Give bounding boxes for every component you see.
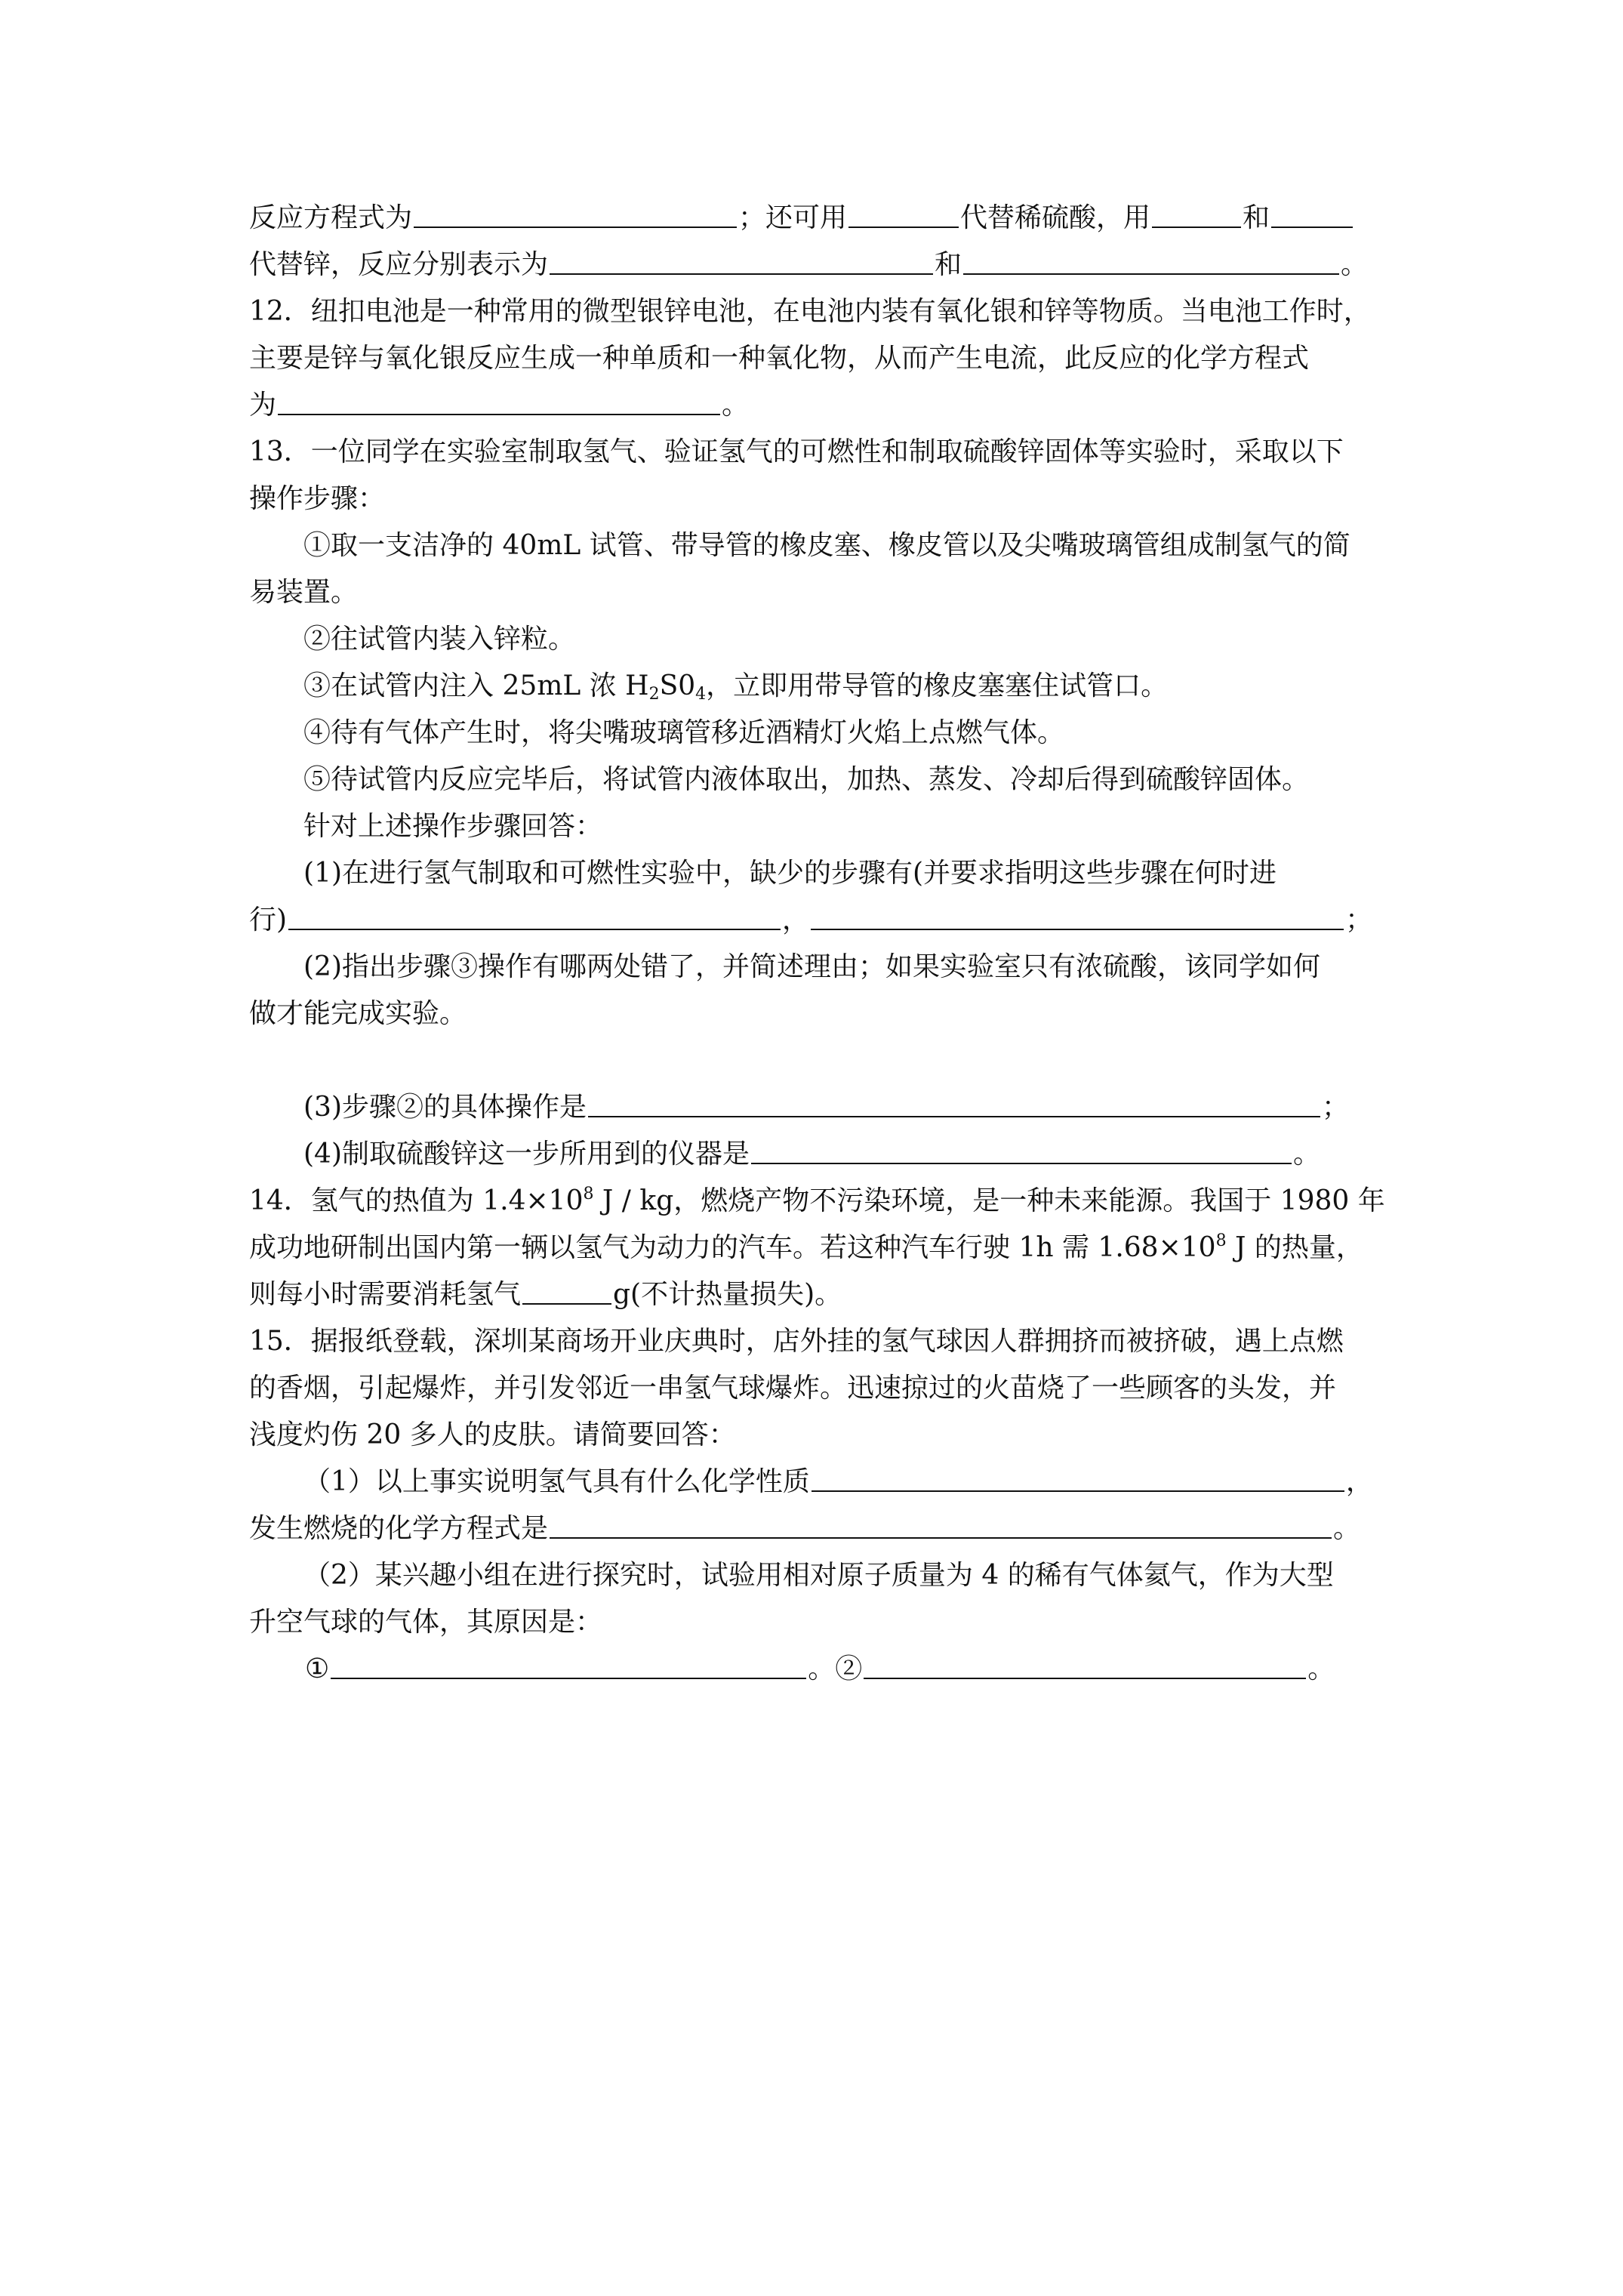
q13-part-4 [249, 1131, 1397, 1178]
q15-line-2: 的香烟，引起爆炸，并引发邻近一串氢气球爆炸。迅速掠过的火苗烧了一些顾客的头发，并 [249, 1373, 1337, 1404]
q13-line-2: 操作步骤： [249, 483, 386, 514]
answer-blank[interactable] [812, 1490, 1344, 1492]
q13-step-1-cont: 易装置。 [249, 577, 359, 608]
q11-text: 代替锌，反应分别表示为 [249, 249, 549, 280]
q14-text: J 的热量， [1226, 1232, 1363, 1263]
q14-text: 则每小时需要消耗氢气 [249, 1279, 522, 1310]
answer-blank[interactable] [288, 928, 781, 930]
answer-blank[interactable] [864, 1677, 1306, 1679]
q11-text: 代替稀硫酸，用 [960, 202, 1151, 233]
q11-text: 和 [1243, 202, 1270, 233]
q14-text: g(不计热量损失)。 [613, 1279, 842, 1310]
q13-text: ③在试管内注入 25mL 浓 H [303, 670, 649, 701]
q13-text: ， [782, 905, 810, 935]
q13-text: (4)制取硫酸锌这一步所用到的仪器是 [303, 1139, 750, 1170]
q13-text: ； [1345, 905, 1373, 935]
q15-part-2-cont: 升空气球的气体，其原因是： [249, 1607, 603, 1638]
q11-text: 反应方程式为 [249, 202, 413, 233]
q13-text: S0 [659, 670, 696, 701]
exam-page [249, 195, 1397, 1693]
q13-text: ； [1322, 1092, 1350, 1123]
q15-text: ① [305, 1653, 330, 1684]
answer-blank[interactable] [278, 413, 720, 415]
q13-step-4: ④待有气体产生时，将尖嘴玻璃管移近酒精灯火焰上点燃气体。 [303, 717, 1065, 748]
q13-line-1: 13．一位同学在实验室制取氢气、验证氢气的可燃性和制取硫酸锌固体等实验时，采取以下 [249, 436, 1344, 467]
q15-text: 。 [1333, 1513, 1361, 1544]
q13-part-1-cont [249, 897, 1397, 944]
q12-line-3 [249, 382, 1397, 429]
q14-text: 成功地研制出国内第一辆以氢气为动力的汽车。若这种汽车行驶 1h 需 1.68×10 [249, 1232, 1216, 1263]
q13-step-3 [249, 663, 1397, 710]
answer-blank[interactable] [848, 226, 959, 228]
q15-part-2: （2）某兴趣小组在进行探究时，试验用相对原子质量为 4 的稀有气体氦气，作为大型 [303, 1560, 1334, 1591]
answer-blank[interactable] [751, 1162, 1292, 1164]
q13-step-5: ⑤待试管内反应完毕后，将试管内液体取出，加热、蒸发、冷却后得到硫酸锌固体。 [303, 764, 1310, 795]
q15-line-3: 浅度灼伤 20 多人的皮肤。请简要回答： [249, 1419, 736, 1450]
q11-text: ；还可用 [738, 202, 848, 233]
answer-blank[interactable] [811, 928, 1344, 930]
q14-line-2 [249, 1225, 1397, 1271]
q15-part-1 [249, 1459, 1397, 1505]
q15-part-1-cont [249, 1505, 1397, 1552]
q15-text: ， [1345, 1466, 1373, 1497]
answer-blank[interactable] [963, 273, 1339, 275]
q14-line-1 [249, 1178, 1397, 1225]
q11-text: 和 [935, 249, 962, 280]
q11-line-2 [249, 242, 1397, 288]
q13-step-2: ②往试管内装入锌粒。 [303, 624, 576, 655]
answer-blank[interactable] [550, 273, 933, 275]
subscript: 2 [648, 685, 660, 704]
q13-part-1: (1)在进行氢气制取和可燃性实验中，缺少的步骤有(并要求指明这些步骤在何时进 [303, 858, 1277, 889]
q11-text: 。 [1341, 249, 1369, 280]
q15-text: 。② [808, 1653, 863, 1684]
q13-text: 行) [249, 905, 288, 935]
q15-reasons [249, 1646, 1397, 1693]
q12-line-1: 12．纽扣电池是一种常用的微型银锌电池，在电池内装有氧化银和锌等物质。当电池工作时， [249, 296, 1371, 327]
q13-part-3 [249, 1084, 1397, 1131]
q13-text: ，立即用带导管的橡皮塞塞住试管口。 [706, 670, 1169, 701]
q15-line-1: 15．据报纸登载，深圳某商场开业庆典时，店外挂的氢气球因人群拥挤而被挤破，遇上点燃 [249, 1326, 1344, 1357]
answer-space[interactable] [249, 1037, 1397, 1084]
superscript: 8 [1215, 1231, 1227, 1250]
answer-blank[interactable] [414, 226, 737, 228]
answer-blank[interactable] [522, 1302, 611, 1305]
q12-line-2: 主要是锌与氧化银反应生成一种单质和一种氧化物，从而产生电流，此反应的化学方程式 [249, 343, 1310, 374]
q13-step-1: ①取一支洁净的 40mL 试管、带导管的橡皮塞、橡皮管以及尖嘴玻璃管组成制氢气的简 [303, 530, 1350, 561]
answer-blank[interactable] [1271, 226, 1353, 228]
q13-part-2: (2)指出步骤③操作有哪两处错了，并简述理由；如果实验室只有浓硫酸，该同学如何 [303, 951, 1320, 982]
subscript: 4 [695, 685, 707, 704]
answer-blank[interactable] [550, 1536, 1332, 1539]
q13-intro: 针对上述操作步骤回答： [303, 811, 603, 842]
q13-text: 。 [1293, 1139, 1321, 1170]
q12-text: 为 [249, 390, 277, 421]
q13-text: (3)步骤②的具体操作是 [303, 1092, 587, 1123]
superscript: 8 [583, 1185, 594, 1203]
q14-text: 14．氢气的热值为 1.4×10 [249, 1185, 584, 1216]
answer-blank[interactable] [1152, 226, 1241, 228]
q15-text: 发生燃烧的化学方程式是 [249, 1513, 549, 1544]
answer-blank[interactable] [588, 1115, 1320, 1117]
q13-part-2-cont: 做才能完成实验。 [249, 998, 467, 1029]
q15-text: 。 [1307, 1653, 1335, 1684]
q14-line-3 [249, 1271, 1397, 1318]
answer-blank[interactable] [331, 1677, 806, 1679]
q15-text: （1）以上事实说明氢气具有什么化学性质 [303, 1466, 810, 1497]
q14-text: J / kg，燃烧产物不污染环境，是一种未来能源。我国于 1980 年 [593, 1185, 1385, 1216]
q11-line-1 [249, 195, 1397, 242]
q12-text: 。 [722, 390, 750, 421]
